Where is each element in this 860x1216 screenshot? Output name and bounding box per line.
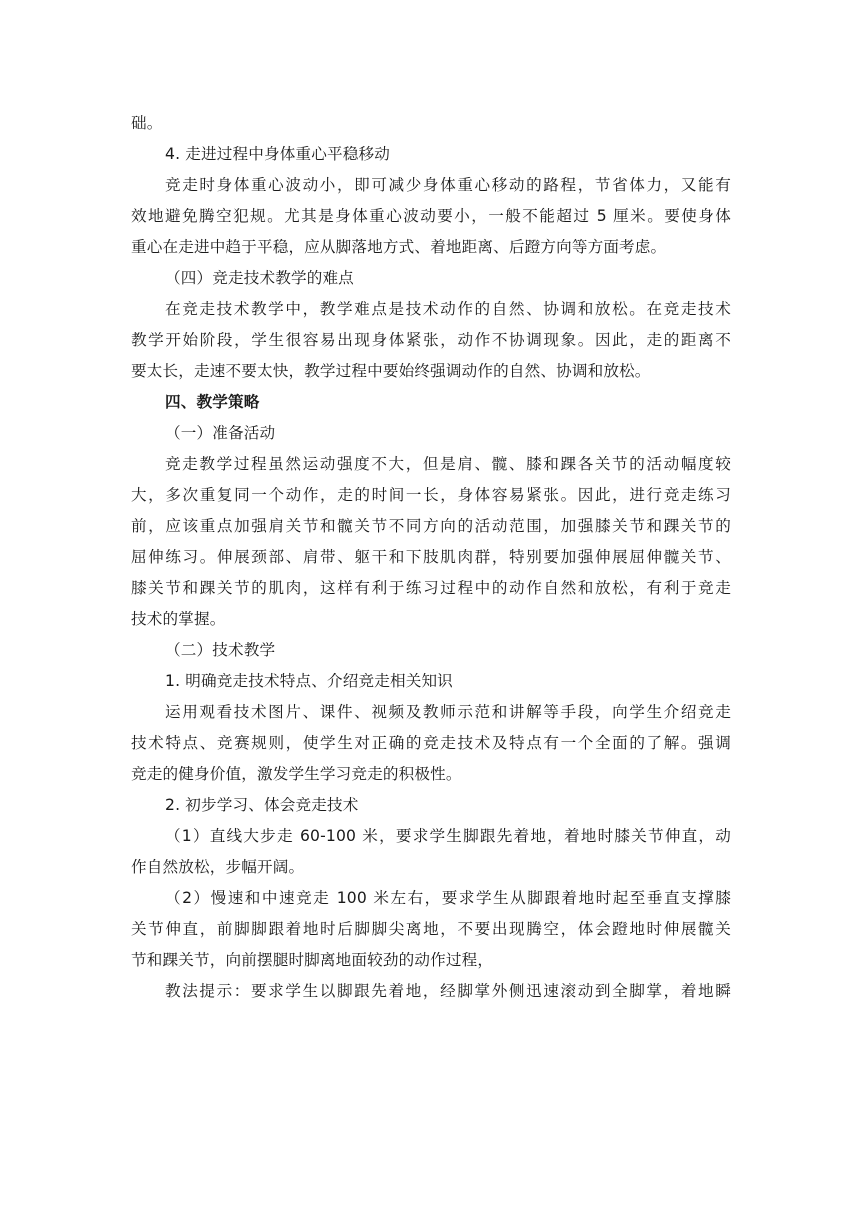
- text-line: 教法提示：要求学生以脚跟先着地，经脚掌外侧迅速滚动到全脚掌，着地瞬: [165, 982, 731, 1000]
- text-line: 技术特点、竞赛规则，使学生对正确的竞走技术及特点有一个全面的了解。强调: [131, 734, 731, 752]
- text-line: 竞走的健身价值，激发学生学习竞走的积极性。: [131, 765, 462, 783]
- text-line: 大，多次重复同一个动作，走的时间一长，身体容易紧张。因此，进行竞走练习: [131, 486, 731, 504]
- text-line: 4. 走进过程中身体重心平稳移动: [165, 145, 390, 163]
- text-line: 竞走时身体重心波动小，即可减少身体重心移动的路程，节省体力，又能有: [165, 176, 731, 194]
- text-line: 重心在走进中趋于平稳，应从脚落地方式、着地距离、后蹬方向等方面考虑。: [131, 238, 667, 256]
- text-line: 节和踝关节，向前摆腿时脚离地面较劲的动作过程，: [131, 951, 494, 969]
- text-line: 教学开始阶段，学生很容易出现身体紧张，动作不协调现象。因此，走的距离不: [131, 331, 731, 349]
- text-line: 膝关节和踝关节的肌肉，这样有利于练习过程中的动作自然和放松，有利于竞走: [131, 579, 731, 597]
- text-line: 在竞走技术教学中，教学难点是技术动作的自然、协调和放松。在竞走技术: [165, 300, 731, 318]
- text-line: 技术的掌握。: [131, 610, 226, 628]
- text-line: 效地避免腾空犯规。尤其是身体重心波动要小，一般不能超过 5 厘米。要使身体: [131, 207, 731, 225]
- text-line: （1）直线大步走 60-100 米，要求学生脚跟先着地，着地时膝关节伸直，动: [165, 827, 731, 845]
- text-line: 关节伸直，前脚脚跟着地时后脚脚尖离地，不要出现腾空，体会蹬地时伸展髋关: [131, 920, 731, 938]
- text-line: 2. 初步学习、体会竞走技术: [165, 796, 359, 814]
- text-line: 作自然放松，步幅开阔。: [131, 858, 305, 876]
- text-line: 运用观看技术图片、课件、视频及教师示范和讲解等手段，向学生介绍竞走: [165, 703, 731, 721]
- text-line: （四）竞走技术教学的难点: [165, 269, 354, 287]
- text-line: （二）技术教学: [165, 641, 276, 659]
- text-line: 础。: [131, 114, 163, 132]
- text-line: 前，应该重点加强肩关节和髋关节不同方向的活动范围，加强膝关节和踝关节的: [131, 517, 731, 535]
- text-line: 1. 明确竞走技术特点、介绍竞走相关知识: [165, 672, 453, 690]
- text-line: （一）准备活动: [165, 424, 276, 442]
- text-line: 屈伸练习。伸展颈部、肩带、躯干和下肢肌肉群，特别要加强伸展屈伸髋关节、: [131, 548, 731, 566]
- section-heading: 四、教学策略: [165, 393, 260, 411]
- text-line: 要太长，走速不要太快，教学过程中要始终强调动作的自然、协调和放松。: [131, 362, 651, 380]
- text-line: （2）慢速和中速竞走 100 米左右，要求学生从脚跟着地时起至垂直支撑膝: [165, 889, 731, 907]
- document-body: [131, 108, 731, 1007]
- text-line: 竞走教学过程虽然运动强度不大，但是肩、髋、膝和踝各关节的活动幅度较: [165, 455, 731, 473]
